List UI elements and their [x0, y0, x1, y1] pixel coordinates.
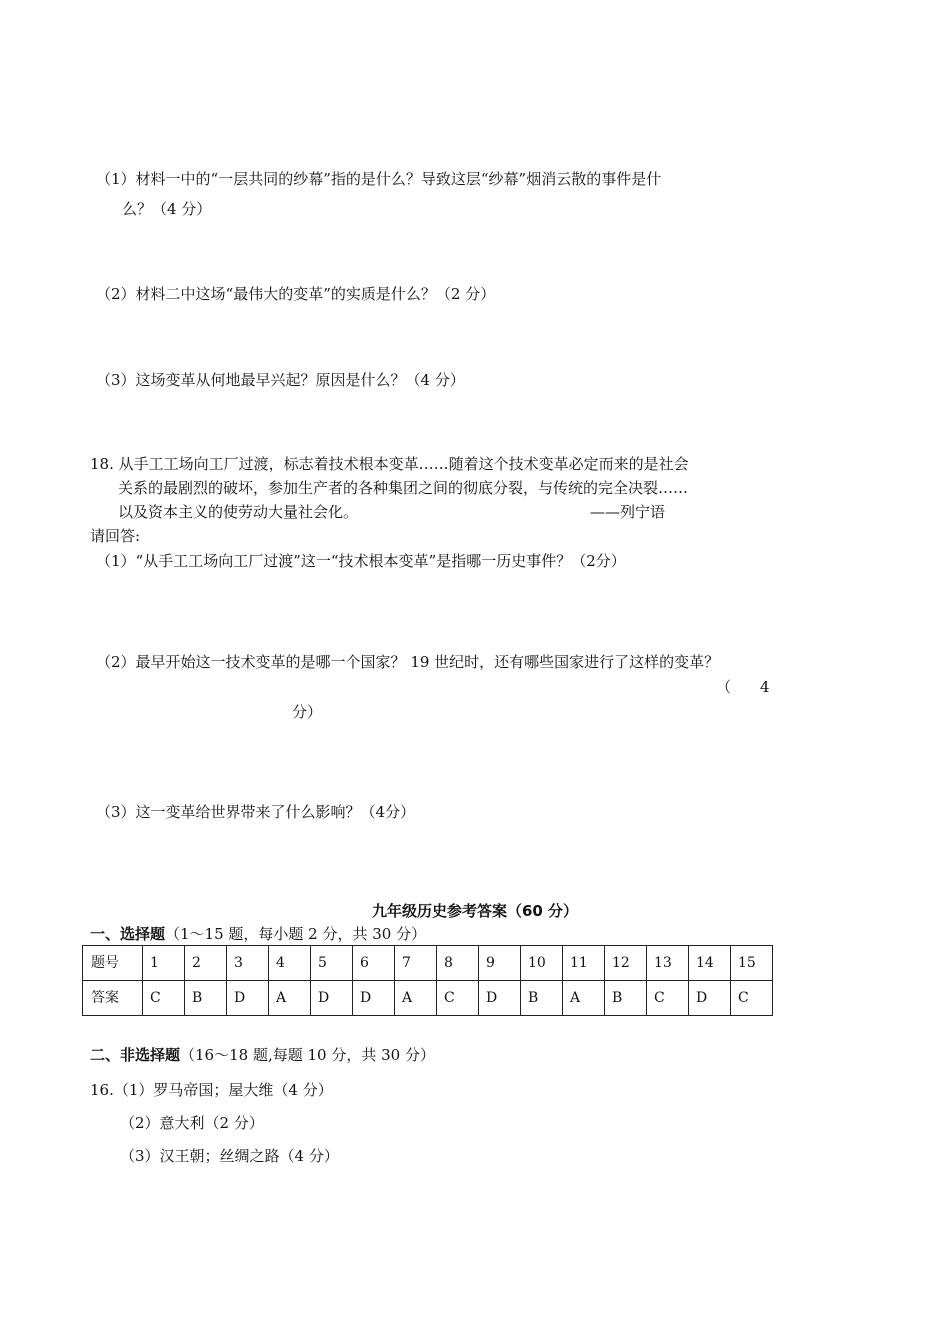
q17-1-line1: （1）材料一中的“一层共同的纱幕”指的是什么？导致这层“纱幕”烟消云散的事件是什	[96, 170, 662, 188]
answer-16-2: （2）意大利（2 分）	[120, 1114, 264, 1132]
q18-prompt: 请回答:	[90, 527, 141, 545]
section1-title: 一、选择题	[90, 925, 166, 943]
answer-16-1: 16.（1）罗马帝国；屋大维（4 分）	[90, 1081, 333, 1099]
q17-3: （3）这场变革从何地最早兴起？原因是什么？（4 分）	[96, 371, 465, 389]
q18-3: （3）这一变革给世界带来了什么影响？（4分）	[96, 803, 416, 821]
section2-note: （16～18 题,每题 10 分，共 30 分）	[180, 1046, 435, 1064]
table-cell: 8	[437, 946, 479, 981]
q17-2: （2）材料二中这场“最伟大的变革”的实质是什么？（2 分）	[96, 285, 496, 303]
table-cell: B	[185, 981, 227, 1016]
section2-title: 二、非选择题	[90, 1046, 181, 1064]
q18-line1: 18. 从手工工场向工厂过渡，标志着技术根本变革……随着这个技术变革必定而来的是社会	[90, 455, 689, 473]
table-cell: C	[437, 981, 479, 1016]
table-cell: C	[143, 981, 185, 1016]
q18-1: （1）“从手工工场向工厂过渡”这一“技术根本变革”是指哪一历史事件？（2分）	[96, 552, 626, 570]
table-header-number: 题号	[83, 946, 143, 981]
q18-2-line2: 分）	[292, 703, 323, 721]
table-row-answers	[83, 981, 773, 1016]
table-cell: D	[689, 981, 731, 1016]
table-cell: A	[395, 981, 437, 1016]
section1-heading	[90, 923, 426, 945]
table-cell: 12	[605, 946, 647, 981]
table-cell: B	[521, 981, 563, 1016]
table-cell: 2	[185, 946, 227, 981]
table-cell: 1	[143, 946, 185, 981]
table-cell: 5	[311, 946, 353, 981]
table-cell: 15	[731, 946, 773, 981]
table-cell: 6	[353, 946, 395, 981]
q18-line2: 关系的最剧烈的破坏，参加生产者的各种集团之间的彻底分裂，与传统的完全决裂……	[118, 479, 689, 497]
table-header-answer: 答案	[83, 981, 143, 1016]
table-cell: 3	[227, 946, 269, 981]
table-cell: 9	[479, 946, 521, 981]
table-cell: A	[563, 981, 605, 1016]
q18-2-score: 4	[760, 678, 770, 696]
table-cell: D	[227, 981, 269, 1016]
section2-heading	[90, 1044, 435, 1066]
table-cell: D	[311, 981, 353, 1016]
answer-table	[82, 945, 773, 1016]
table-cell: 10	[521, 946, 563, 981]
q18-attribution: ——列宁语	[590, 503, 666, 521]
q18-line3: 以及资本主义的使劳动大量社会化。	[118, 503, 359, 521]
table-cell: C	[647, 981, 689, 1016]
table-cell: D	[479, 981, 521, 1016]
table-cell: 4	[269, 946, 311, 981]
answer-key-title: 九年级历史参考答案（60 分）	[371, 902, 579, 920]
table-cell: D	[353, 981, 395, 1016]
table-row-numbers	[83, 946, 773, 981]
table-cell: 14	[689, 946, 731, 981]
table-cell: 13	[647, 946, 689, 981]
answer-16-3: （3）汉王朝；丝绸之路（4 分）	[120, 1147, 339, 1165]
table-cell: A	[269, 981, 311, 1016]
q17-1-line2: 么？（4 分）	[122, 200, 212, 218]
section1-note: （1～15 题，每小题 2 分，共 30 分）	[165, 925, 427, 943]
table-cell: 11	[563, 946, 605, 981]
table-cell: B	[605, 981, 647, 1016]
table-cell: C	[731, 981, 773, 1016]
table-cell: 7	[395, 946, 437, 981]
q18-2-line1: （2）最早开始这一技术变革的是哪一个国家？ 19 世纪时，还有哪些国家进行了这样的变革？	[96, 653, 720, 671]
q18-2-paren: （	[716, 678, 732, 696]
